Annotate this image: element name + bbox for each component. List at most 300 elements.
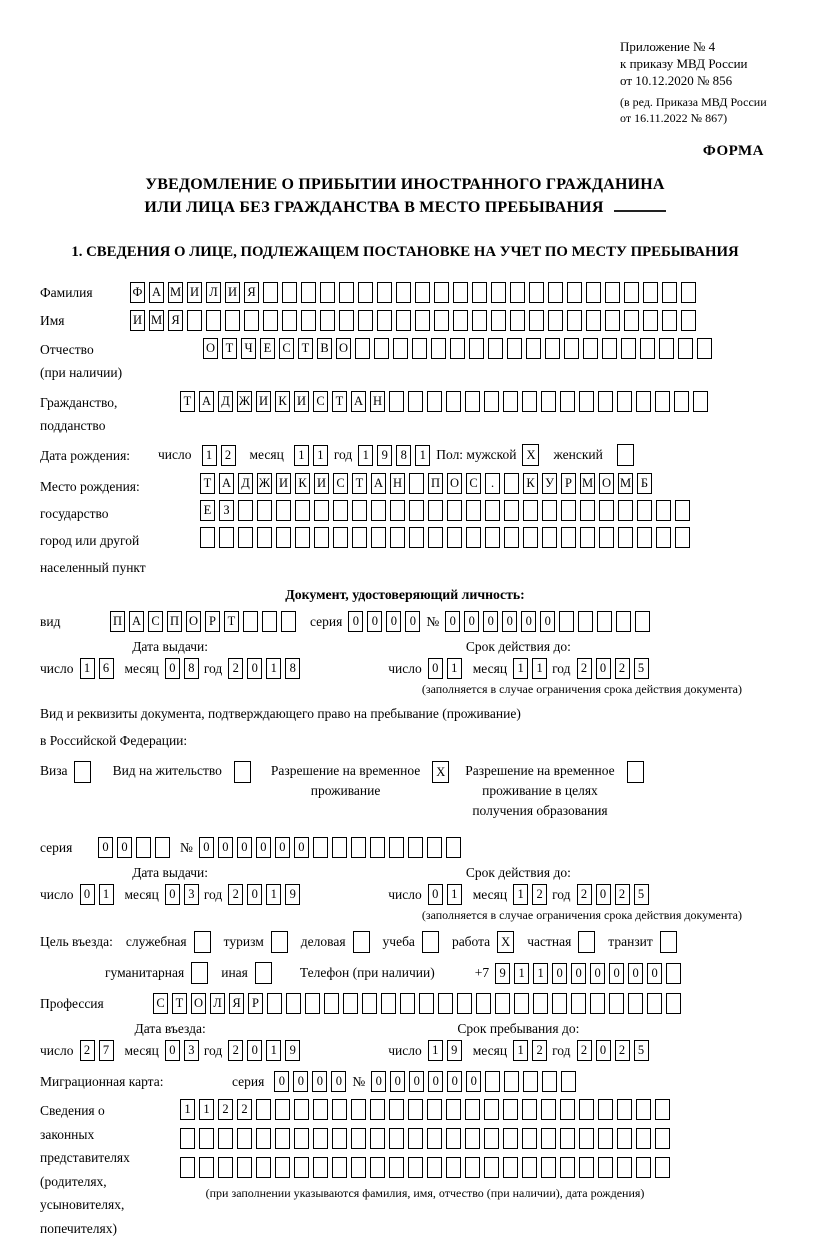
char-cell[interactable]: 7 xyxy=(99,1040,114,1061)
char-cell[interactable] xyxy=(662,282,677,303)
patronymic-input[interactable] xyxy=(203,338,712,359)
char-cell[interactable]: 1 xyxy=(513,884,528,905)
char-cell[interactable] xyxy=(529,282,544,303)
char-cell[interactable] xyxy=(422,931,439,953)
char-cell[interactable]: Т xyxy=(298,338,313,359)
stay-day-input[interactable] xyxy=(428,1040,462,1061)
char-cell[interactable]: 1 xyxy=(180,1099,195,1120)
char-cell[interactable]: 0 xyxy=(367,611,382,632)
char-cell[interactable]: М xyxy=(580,473,595,494)
char-cell[interactable] xyxy=(358,310,373,331)
char-cell[interactable]: 0 xyxy=(331,1071,346,1092)
char-cell[interactable] xyxy=(294,1099,309,1120)
char-cell[interactable]: 0 xyxy=(371,1071,386,1092)
char-cell[interactable] xyxy=(282,282,297,303)
purpose-business-checkbox[interactable] xyxy=(353,931,370,953)
char-cell[interactable] xyxy=(523,527,538,548)
char-cell[interactable]: 0 xyxy=(405,611,420,632)
issue-month-input[interactable] xyxy=(165,658,199,679)
char-cell[interactable] xyxy=(466,527,481,548)
char-cell[interactable]: О xyxy=(336,338,351,359)
char-cell[interactable] xyxy=(567,310,582,331)
char-cell[interactable] xyxy=(559,611,574,632)
char-cell[interactable] xyxy=(396,310,411,331)
char-cell[interactable] xyxy=(333,500,348,521)
char-cell[interactable] xyxy=(427,391,442,412)
char-cell[interactable]: 0 xyxy=(428,1071,443,1092)
char-cell[interactable] xyxy=(636,391,651,412)
char-cell[interactable] xyxy=(561,527,576,548)
surname-input[interactable] xyxy=(130,282,696,303)
char-cell[interactable]: 1 xyxy=(199,1099,214,1120)
char-cell[interactable] xyxy=(295,500,310,521)
char-cell[interactable]: 0 xyxy=(312,1071,327,1092)
char-cell[interactable]: 1 xyxy=(358,445,373,466)
char-cell[interactable]: Л xyxy=(210,993,225,1014)
firstname-input[interactable] xyxy=(130,310,696,331)
char-cell[interactable] xyxy=(194,931,211,953)
char-cell[interactable] xyxy=(301,282,316,303)
char-cell[interactable]: С xyxy=(148,611,163,632)
char-cell[interactable] xyxy=(542,1071,557,1092)
char-cell[interactable] xyxy=(393,338,408,359)
char-cell[interactable]: 3 xyxy=(184,884,199,905)
char-cell[interactable]: 2 xyxy=(615,658,630,679)
valid-year-input[interactable] xyxy=(577,658,649,679)
char-cell[interactable] xyxy=(237,1128,252,1149)
char-cell[interactable]: 5 xyxy=(634,884,649,905)
char-cell[interactable] xyxy=(225,310,240,331)
char-cell[interactable] xyxy=(351,1157,366,1178)
char-cell[interactable] xyxy=(389,391,404,412)
char-cell[interactable] xyxy=(434,310,449,331)
char-cell[interactable]: И xyxy=(276,473,291,494)
char-cell[interactable] xyxy=(453,282,468,303)
char-cell[interactable] xyxy=(618,500,633,521)
char-cell[interactable]: 0 xyxy=(80,884,95,905)
char-cell[interactable] xyxy=(371,500,386,521)
char-cell[interactable] xyxy=(408,837,423,858)
char-cell[interactable]: Ж xyxy=(237,391,252,412)
residence-issue-day-input[interactable] xyxy=(80,884,114,905)
char-cell[interactable] xyxy=(675,500,690,521)
char-cell[interactable]: 2 xyxy=(577,1040,592,1061)
char-cell[interactable]: И xyxy=(130,310,145,331)
residence-series-input[interactable] xyxy=(98,837,170,858)
char-cell[interactable] xyxy=(597,611,612,632)
char-cell[interactable]: С xyxy=(313,391,328,412)
char-cell[interactable] xyxy=(314,500,329,521)
char-cell[interactable]: 1 xyxy=(514,963,529,984)
char-cell[interactable] xyxy=(514,993,529,1014)
char-cell[interactable] xyxy=(674,391,689,412)
profession-input[interactable] xyxy=(153,993,681,1014)
char-cell[interactable] xyxy=(409,500,424,521)
char-cell[interactable] xyxy=(476,993,491,1014)
char-cell[interactable] xyxy=(314,527,329,548)
char-cell[interactable]: 2 xyxy=(237,1099,252,1120)
char-cell[interactable]: 0 xyxy=(590,963,605,984)
entry-month-input[interactable] xyxy=(165,1040,199,1061)
char-cell[interactable]: Я xyxy=(229,993,244,1014)
entry-day-input[interactable] xyxy=(80,1040,114,1061)
char-cell[interactable] xyxy=(199,1157,214,1178)
char-cell[interactable]: 0 xyxy=(609,963,624,984)
char-cell[interactable] xyxy=(621,338,636,359)
char-cell[interactable]: В xyxy=(317,338,332,359)
birth-year-input[interactable] xyxy=(358,445,430,466)
char-cell[interactable]: Т xyxy=(352,473,367,494)
char-cell[interactable] xyxy=(415,310,430,331)
migration-series-input[interactable] xyxy=(274,1071,346,1092)
char-cell[interactable]: 1 xyxy=(202,445,217,466)
char-cell[interactable] xyxy=(428,527,443,548)
residence-valid-day-input[interactable] xyxy=(428,884,462,905)
char-cell[interactable]: 8 xyxy=(396,445,411,466)
char-cell[interactable]: Ф xyxy=(130,282,145,303)
char-cell[interactable] xyxy=(655,1099,670,1120)
char-cell[interactable]: Я xyxy=(244,282,259,303)
char-cell[interactable]: 9 xyxy=(285,1040,300,1061)
char-cell[interactable] xyxy=(187,310,202,331)
char-cell[interactable]: О xyxy=(599,473,614,494)
char-cell[interactable] xyxy=(276,500,291,521)
char-cell[interactable]: 9 xyxy=(447,1040,462,1061)
residence-issue-month-input[interactable] xyxy=(165,884,199,905)
char-cell[interactable] xyxy=(675,527,690,548)
char-cell[interactable] xyxy=(599,500,614,521)
char-cell[interactable] xyxy=(503,1099,518,1120)
char-cell[interactable] xyxy=(484,1157,499,1178)
char-cell[interactable]: 0 xyxy=(247,658,262,679)
char-cell[interactable]: 1 xyxy=(266,1040,281,1061)
char-cell[interactable] xyxy=(507,338,522,359)
char-cell[interactable] xyxy=(697,338,712,359)
char-cell[interactable]: 1 xyxy=(266,658,281,679)
char-cell[interactable]: Т xyxy=(332,391,347,412)
char-cell[interactable] xyxy=(351,1099,366,1120)
representatives-row3-input[interactable] xyxy=(180,1157,670,1178)
char-cell[interactable] xyxy=(446,1157,461,1178)
char-cell[interactable]: 0 xyxy=(199,837,214,858)
char-cell[interactable] xyxy=(636,1099,651,1120)
char-cell[interactable] xyxy=(466,500,481,521)
char-cell[interactable] xyxy=(636,1157,651,1178)
char-cell[interactable]: К xyxy=(295,473,310,494)
char-cell[interactable] xyxy=(636,1128,651,1149)
char-cell[interactable] xyxy=(598,391,613,412)
char-cell[interactable]: 1 xyxy=(428,1040,443,1061)
issue-day-input[interactable] xyxy=(80,658,114,679)
char-cell[interactable] xyxy=(374,338,389,359)
char-cell[interactable] xyxy=(580,500,595,521)
phone-input[interactable] xyxy=(495,963,681,984)
char-cell[interactable]: М xyxy=(168,282,183,303)
char-cell[interactable] xyxy=(560,1128,575,1149)
char-cell[interactable]: 2 xyxy=(577,658,592,679)
char-cell[interactable]: И xyxy=(187,282,202,303)
char-cell[interactable]: Д xyxy=(218,391,233,412)
char-cell[interactable]: 0 xyxy=(218,837,233,858)
char-cell[interactable] xyxy=(628,993,643,1014)
char-cell[interactable]: 5 xyxy=(634,1040,649,1061)
char-cell[interactable] xyxy=(370,837,385,858)
char-cell[interactable] xyxy=(74,761,91,783)
char-cell[interactable] xyxy=(560,391,575,412)
char-cell[interactable]: К xyxy=(275,391,290,412)
char-cell[interactable] xyxy=(662,310,677,331)
char-cell[interactable]: 1 xyxy=(313,445,328,466)
char-cell[interactable]: 1 xyxy=(266,884,281,905)
char-cell[interactable] xyxy=(447,500,462,521)
char-cell[interactable] xyxy=(332,1128,347,1149)
char-cell[interactable] xyxy=(655,1157,670,1178)
char-cell[interactable] xyxy=(276,527,291,548)
char-cell[interactable]: 0 xyxy=(596,1040,611,1061)
char-cell[interactable] xyxy=(484,391,499,412)
char-cell[interactable] xyxy=(541,1099,556,1120)
char-cell[interactable]: У xyxy=(542,473,557,494)
char-cell[interactable] xyxy=(590,993,605,1014)
char-cell[interactable] xyxy=(396,282,411,303)
doc-number-input[interactable] xyxy=(445,611,650,632)
visa-checkbox[interactable] xyxy=(74,761,91,783)
char-cell[interactable] xyxy=(522,391,537,412)
char-cell[interactable]: Т xyxy=(180,391,195,412)
char-cell[interactable] xyxy=(294,1157,309,1178)
residence-valid-year-input[interactable] xyxy=(577,884,649,905)
char-cell[interactable] xyxy=(578,611,593,632)
char-cell[interactable] xyxy=(637,527,652,548)
char-cell[interactable] xyxy=(655,1128,670,1149)
char-cell[interactable] xyxy=(637,500,652,521)
char-cell[interactable]: С xyxy=(333,473,348,494)
char-cell[interactable] xyxy=(206,310,221,331)
char-cell[interactable] xyxy=(370,1128,385,1149)
char-cell[interactable] xyxy=(408,1157,423,1178)
char-cell[interactable]: Н xyxy=(370,391,385,412)
char-cell[interactable] xyxy=(666,993,681,1014)
char-cell[interactable] xyxy=(617,444,634,466)
char-cell[interactable] xyxy=(180,1157,195,1178)
char-cell[interactable] xyxy=(243,611,258,632)
purpose-official-checkbox[interactable] xyxy=(194,931,211,953)
char-cell[interactable] xyxy=(263,282,278,303)
char-cell[interactable] xyxy=(381,993,396,1014)
char-cell[interactable] xyxy=(339,310,354,331)
char-cell[interactable]: 0 xyxy=(502,611,517,632)
char-cell[interactable]: 0 xyxy=(596,658,611,679)
char-cell[interactable]: А xyxy=(149,282,164,303)
char-cell[interactable] xyxy=(529,310,544,331)
char-cell[interactable]: А xyxy=(219,473,234,494)
purpose-work-checkbox[interactable] xyxy=(497,931,514,953)
char-cell[interactable] xyxy=(583,338,598,359)
char-cell[interactable] xyxy=(465,1157,480,1178)
char-cell[interactable] xyxy=(453,310,468,331)
char-cell[interactable] xyxy=(370,1157,385,1178)
char-cell[interactable]: Ж xyxy=(257,473,272,494)
char-cell[interactable]: Р xyxy=(561,473,576,494)
char-cell[interactable]: 0 xyxy=(521,611,536,632)
char-cell[interactable] xyxy=(580,527,595,548)
char-cell[interactable] xyxy=(428,500,443,521)
char-cell[interactable] xyxy=(598,1099,613,1120)
char-cell[interactable] xyxy=(263,310,278,331)
issue-year-input[interactable] xyxy=(228,658,300,679)
char-cell[interactable]: 2 xyxy=(80,1040,95,1061)
char-cell[interactable] xyxy=(548,282,563,303)
char-cell[interactable]: 1 xyxy=(415,445,430,466)
char-cell[interactable]: 2 xyxy=(532,884,547,905)
char-cell[interactable] xyxy=(469,338,484,359)
char-cell[interactable] xyxy=(320,310,335,331)
char-cell[interactable] xyxy=(526,338,541,359)
char-cell[interactable] xyxy=(271,931,288,953)
char-cell[interactable] xyxy=(484,1099,499,1120)
char-cell[interactable] xyxy=(681,310,696,331)
birth-place-row2-input[interactable] xyxy=(200,500,690,521)
char-cell[interactable]: 0 xyxy=(428,884,443,905)
residence-issue-year-input[interactable] xyxy=(228,884,300,905)
migration-number-input[interactable] xyxy=(371,1071,576,1092)
char-cell[interactable] xyxy=(541,391,556,412)
char-cell[interactable]: С xyxy=(153,993,168,1014)
char-cell[interactable] xyxy=(136,837,151,858)
char-cell[interactable] xyxy=(358,282,373,303)
char-cell[interactable] xyxy=(624,310,639,331)
char-cell[interactable] xyxy=(571,993,586,1014)
char-cell[interactable] xyxy=(542,527,557,548)
char-cell[interactable] xyxy=(647,993,662,1014)
purpose-transit-checkbox[interactable] xyxy=(660,931,677,953)
char-cell[interactable] xyxy=(256,1157,271,1178)
char-cell[interactable] xyxy=(275,1099,290,1120)
char-cell[interactable]: 0 xyxy=(165,884,180,905)
char-cell[interactable]: 0 xyxy=(274,1071,289,1092)
char-cell[interactable] xyxy=(485,527,500,548)
char-cell[interactable] xyxy=(510,310,525,331)
char-cell[interactable] xyxy=(389,1099,404,1120)
char-cell[interactable] xyxy=(617,1099,632,1120)
char-cell[interactable] xyxy=(427,1128,442,1149)
char-cell[interactable] xyxy=(578,931,595,953)
char-cell[interactable] xyxy=(390,527,405,548)
char-cell[interactable] xyxy=(618,527,633,548)
char-cell[interactable]: 0 xyxy=(390,1071,405,1092)
char-cell[interactable] xyxy=(450,338,465,359)
char-cell[interactable] xyxy=(560,1157,575,1178)
char-cell[interactable]: Л xyxy=(206,282,221,303)
purpose-private-checkbox[interactable] xyxy=(578,931,595,953)
char-cell[interactable]: 2 xyxy=(532,1040,547,1061)
char-cell[interactable] xyxy=(523,1071,538,1092)
char-cell[interactable] xyxy=(286,993,301,1014)
char-cell[interactable]: 1 xyxy=(80,658,95,679)
char-cell[interactable] xyxy=(485,500,500,521)
char-cell[interactable] xyxy=(523,500,538,521)
char-cell[interactable]: 0 xyxy=(165,658,180,679)
char-cell[interactable]: О xyxy=(447,473,462,494)
char-cell[interactable] xyxy=(339,282,354,303)
char-cell[interactable] xyxy=(275,1128,290,1149)
char-cell[interactable] xyxy=(446,1128,461,1149)
char-cell[interactable]: 8 xyxy=(184,658,199,679)
char-cell[interactable] xyxy=(617,391,632,412)
char-cell[interactable] xyxy=(390,500,405,521)
char-cell[interactable]: 0 xyxy=(348,611,363,632)
char-cell[interactable] xyxy=(362,993,377,1014)
temp-residence-education-checkbox[interactable] xyxy=(627,761,644,783)
char-cell[interactable] xyxy=(415,282,430,303)
char-cell[interactable]: 0 xyxy=(464,611,479,632)
char-cell[interactable]: А xyxy=(129,611,144,632)
char-cell[interactable]: 2 xyxy=(615,884,630,905)
char-cell[interactable] xyxy=(693,391,708,412)
char-cell[interactable] xyxy=(256,1128,271,1149)
char-cell[interactable] xyxy=(541,1157,556,1178)
char-cell[interactable] xyxy=(446,837,461,858)
residence-number-input[interactable] xyxy=(199,837,461,858)
char-cell[interactable]: Т xyxy=(224,611,239,632)
char-cell[interactable] xyxy=(446,1099,461,1120)
char-cell[interactable]: 2 xyxy=(228,658,243,679)
char-cell[interactable]: 0 xyxy=(293,1071,308,1092)
char-cell[interactable]: И xyxy=(225,282,240,303)
char-cell[interactable]: А xyxy=(199,391,214,412)
char-cell[interactable] xyxy=(377,310,392,331)
char-cell[interactable]: 0 xyxy=(98,837,113,858)
char-cell[interactable]: 0 xyxy=(386,611,401,632)
char-cell[interactable] xyxy=(503,1128,518,1149)
char-cell[interactable] xyxy=(561,500,576,521)
char-cell[interactable] xyxy=(351,1128,366,1149)
temp-residence-checkbox[interactable] xyxy=(432,761,449,783)
char-cell[interactable] xyxy=(409,473,424,494)
char-cell[interactable] xyxy=(389,837,404,858)
char-cell[interactable] xyxy=(438,993,453,1014)
residence-valid-month-input[interactable] xyxy=(513,884,547,905)
char-cell[interactable] xyxy=(191,962,208,984)
char-cell[interactable] xyxy=(218,1128,233,1149)
char-cell[interactable]: X xyxy=(432,761,449,783)
char-cell[interactable] xyxy=(678,338,693,359)
char-cell[interactable] xyxy=(244,310,259,331)
char-cell[interactable]: О xyxy=(186,611,201,632)
char-cell[interactable] xyxy=(257,500,272,521)
char-cell[interactable]: М xyxy=(149,310,164,331)
char-cell[interactable] xyxy=(234,761,251,783)
char-cell[interactable] xyxy=(313,1099,328,1120)
char-cell[interactable]: С xyxy=(279,338,294,359)
char-cell[interactable]: X xyxy=(522,444,539,466)
char-cell[interactable] xyxy=(301,310,316,331)
char-cell[interactable]: Н xyxy=(390,473,405,494)
char-cell[interactable] xyxy=(324,993,339,1014)
char-cell[interactable] xyxy=(313,1128,328,1149)
char-cell[interactable] xyxy=(545,338,560,359)
char-cell[interactable] xyxy=(267,993,282,1014)
char-cell[interactable] xyxy=(419,993,434,1014)
stay-year-input[interactable] xyxy=(577,1040,649,1061)
char-cell[interactable] xyxy=(200,527,215,548)
char-cell[interactable]: 1 xyxy=(294,445,309,466)
char-cell[interactable] xyxy=(655,391,670,412)
char-cell[interactable]: 0 xyxy=(540,611,555,632)
char-cell[interactable]: Е xyxy=(260,338,275,359)
char-cell[interactable]: 0 xyxy=(247,1040,262,1061)
char-cell[interactable] xyxy=(522,1128,537,1149)
